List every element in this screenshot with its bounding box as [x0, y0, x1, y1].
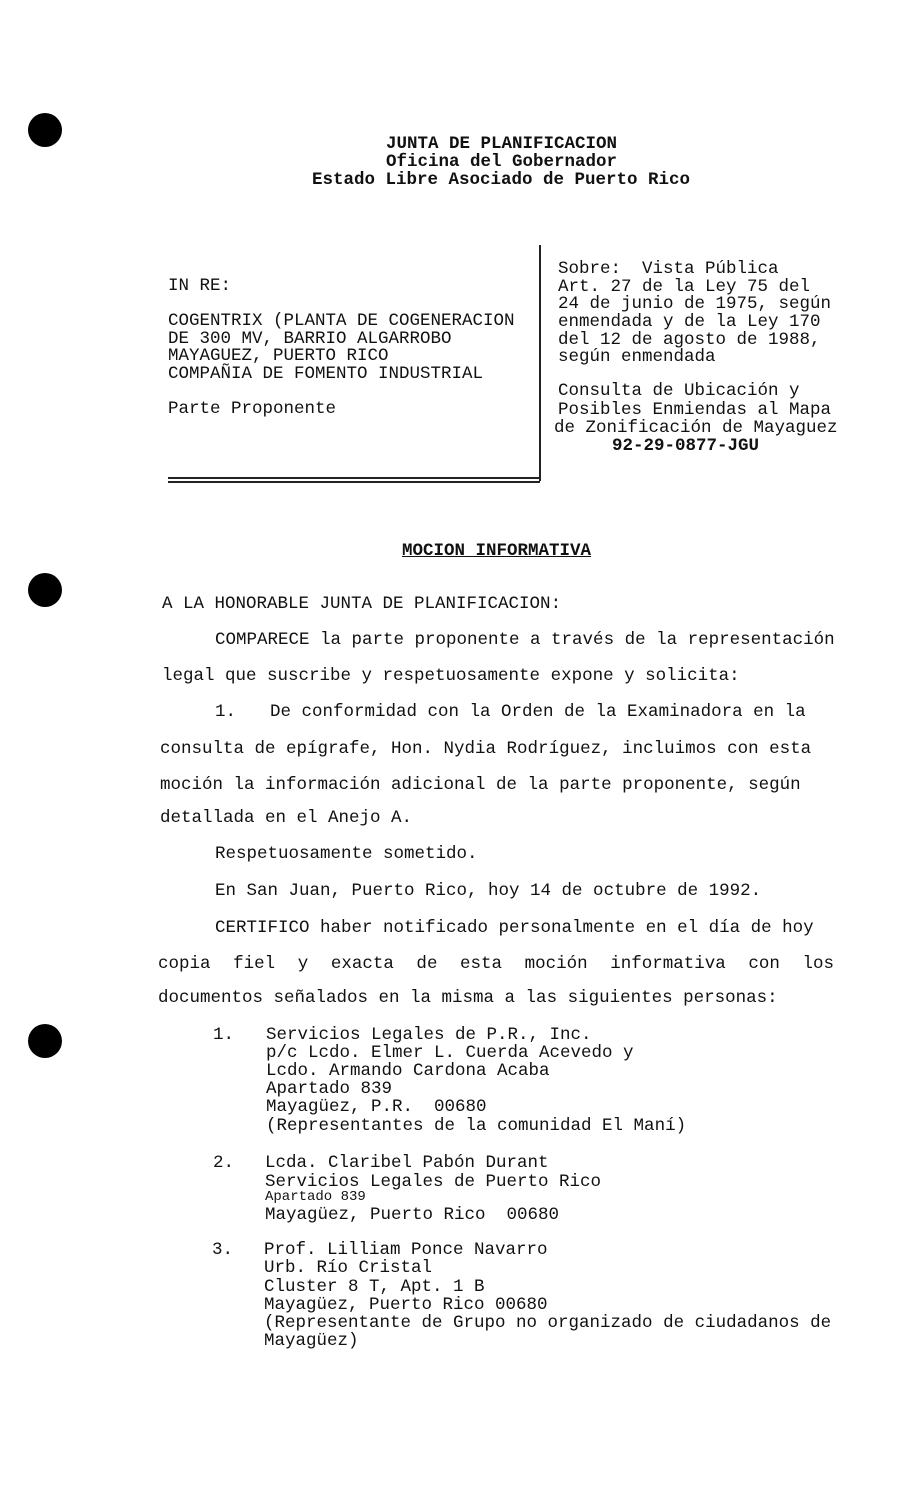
consulta-line: de Zonificación de Mayaguez: [554, 418, 838, 438]
recipient-line: Lcdo. Armando Cardona Acaba: [266, 1061, 550, 1081]
party-line: COGENTRIX (PLANTA DE COGENERACION: [168, 311, 515, 331]
body-line: legal que suscribe y respetuosamente expone y solicita:: [162, 666, 740, 686]
body-line: copia fiel y exacta de esta moción informativa con los: [158, 954, 834, 974]
recipient-line: Servicios Legales de P.R., Inc.: [266, 1025, 592, 1045]
recipient-line: Apartado 839: [266, 1079, 393, 1099]
sobre-line: Sobre: Vista Pública: [558, 259, 779, 279]
recipient-line: Servicios Legales de Puerto Rico: [265, 1172, 602, 1192]
consulta-line: Consulta de Ubicación y: [558, 381, 800, 401]
recipient-line: Mayagüez, Puerto Rico 00680: [264, 1295, 548, 1315]
consulta-line: Posibles Enmiendas al Mapa: [558, 400, 832, 420]
party-line: MAYAGUEZ, PUERTO RICO: [168, 346, 389, 366]
party-line: DE 300 MV, BARRIO ALGARROBO: [168, 329, 452, 349]
body-line: CERTIFICO haber notificado personalmente en el día de hoy: [215, 918, 814, 938]
item-number: 1.: [215, 702, 237, 722]
recipient-line: Mayagüez, P.R. 00680: [266, 1097, 487, 1117]
caption-rule: [168, 481, 540, 483]
document-title: MOCION INFORMATIVA: [402, 541, 592, 561]
recipient-line: Mayagüez): [264, 1331, 359, 1351]
sobre-line: Art. 27 de la Ley 75 del: [558, 277, 811, 297]
header-office: Oficina del Gobernador: [386, 152, 618, 172]
recipient-line: Mayagüez, Puerto Rico 00680: [265, 1205, 560, 1225]
place-date: En San Juan, Puerto Rico, hoy 14 de octubre de 1992.: [215, 881, 762, 901]
recipient-line: Urb. Río Cristal: [264, 1258, 433, 1278]
body-line: moción la información adicional de la parte proponente, según: [160, 775, 801, 795]
sobre-line: según enmendada: [558, 347, 716, 367]
recipient-line: (Representantes de la comunidad El Maní): [266, 1116, 687, 1136]
in-re-label: IN RE:: [168, 276, 232, 296]
caption-divider: [539, 245, 541, 481]
recipient-line: p/c Lcdo. Elmer L. Cuerda Acevedo y: [266, 1043, 634, 1063]
sobre-line: del 12 de agosto de 1988,: [558, 330, 821, 350]
recipient-line: Apartado 839: [265, 1189, 366, 1205]
party-role: Parte Proponente: [168, 399, 337, 419]
party-line: COMPAÑIA DE FOMENTO INDUSTRIAL: [168, 364, 484, 384]
case-number: 92-29-0877-JGU: [612, 436, 760, 456]
recipient-number: 1.: [213, 1025, 235, 1045]
sobre-line: 24 de junio de 1975, según: [558, 294, 832, 314]
recipient-line: (Representante de Grupo no organizado de ciudadanos de: [264, 1313, 832, 1333]
body-line: consulta de epígrafe, Hon. Nydia Rodríguez, incluimos con esta: [160, 739, 812, 759]
header-agency: JUNTA DE PLANIFICACION: [386, 134, 618, 154]
body-line: COMPARECE la parte proponente a través de la representación: [215, 630, 835, 650]
punch-hole: [28, 573, 62, 607]
recipient-number: 2.: [213, 1153, 235, 1173]
submitted-line: Respetuosamente sometido.: [215, 844, 478, 864]
salutation: A LA HONORABLE JUNTA DE PLANIFICACION:: [162, 594, 562, 614]
recipient-line: Prof. Lilliam Ponce Navarro: [264, 1240, 548, 1260]
recipient-number: 3.: [212, 1240, 234, 1260]
body-line: documentos señalados en la misma a las siguientes personas:: [158, 988, 778, 1008]
caption-rule: [168, 477, 540, 479]
recipient-line: Lcda. Claribel Pabón Durant: [265, 1153, 549, 1173]
body-line: De conformidad con la Orden de la Examinadora en la: [270, 702, 806, 722]
sobre-line: enmendada y de la Ley 170: [558, 312, 821, 332]
recipient-line: Cluster 8 T, Apt. 1 B: [264, 1277, 485, 1297]
header-state: Estado Libre Asociado de Puerto Rico: [312, 170, 691, 190]
punch-hole: [28, 113, 62, 147]
body-line: detallada en el Anejo A.: [160, 808, 413, 828]
punch-hole: [28, 1024, 62, 1058]
